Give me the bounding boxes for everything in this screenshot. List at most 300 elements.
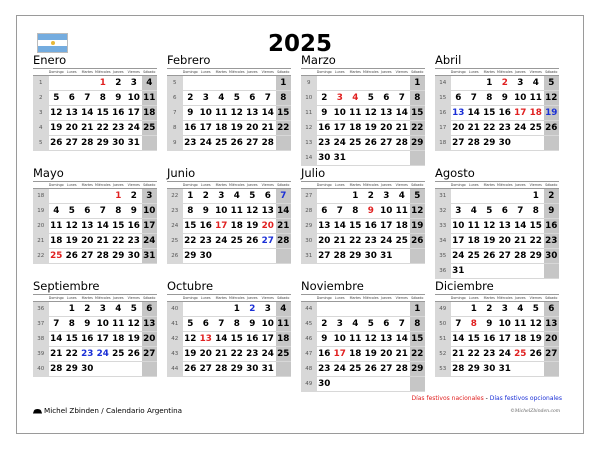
day-cell: 9 — [317, 332, 333, 347]
day-cell: 29 — [482, 136, 498, 151]
day-cell: 28 — [260, 136, 276, 151]
empty-day-cell — [348, 76, 364, 91]
week-number: 48 — [301, 362, 317, 377]
day-cell: 10 — [198, 106, 214, 121]
day-cell: 6 — [379, 91, 395, 106]
day-cell: 17 — [142, 219, 158, 234]
legend-separator: - — [483, 395, 490, 402]
empty-day-cell — [245, 249, 261, 264]
day-cell: 24 — [332, 362, 348, 377]
day-cell: 18 — [142, 106, 158, 121]
day-cell: 2 — [363, 189, 379, 204]
day-cell: 25 — [276, 347, 292, 362]
day-cell: 23 — [111, 121, 127, 136]
weekday-header: Miércoles — [363, 296, 379, 300]
day-cell: 14 — [260, 106, 276, 121]
empty-day-cell — [528, 136, 544, 151]
week-row — [435, 219, 559, 234]
day-cell: 23 — [245, 347, 261, 362]
day-cell: 22 — [229, 347, 245, 362]
weekday-header: Viernes — [529, 183, 542, 187]
day-cell: 8 — [410, 317, 426, 332]
month-grid — [301, 294, 425, 392]
day-cell: 31 — [126, 136, 142, 151]
week-number: 36 — [33, 302, 49, 317]
day-cell: 19 — [64, 234, 80, 249]
day-cell: 2 — [482, 302, 498, 317]
weekday-header: Lunes — [466, 69, 482, 76]
day-cell: 15 — [410, 332, 426, 347]
day-cell: 16 — [317, 347, 333, 362]
week-number: 10 — [301, 91, 317, 106]
day-cell: 13 — [142, 317, 158, 332]
day-cell: 28 — [451, 362, 467, 377]
day-cell: 30 — [245, 362, 261, 377]
day-cell: 29 — [111, 249, 127, 264]
day-cell: 11 — [348, 106, 364, 121]
week-row — [435, 106, 559, 121]
week-number: 6 — [167, 91, 183, 106]
day-cell: 20 — [198, 347, 214, 362]
weekday-header: Viernes — [529, 70, 542, 74]
day-cell: 3 — [332, 91, 348, 106]
day-cell: 9 — [198, 204, 214, 219]
day-cell: 3 — [332, 317, 348, 332]
day-cell: 25 — [466, 249, 482, 264]
empty-day-cell — [410, 249, 426, 264]
day-cell: 19 — [183, 347, 199, 362]
day-cell: 12 — [183, 332, 199, 347]
weekday-header: Miércoles — [95, 183, 111, 187]
day-cell: 8 — [482, 91, 498, 106]
day-cell: 11 — [528, 91, 544, 106]
month-name: Febrero — [167, 53, 211, 67]
day-cell: 26 — [64, 249, 80, 264]
weekday-header: Miércoles — [497, 183, 513, 187]
day-cell: 22 — [482, 121, 498, 136]
week-number: 1 — [33, 76, 49, 91]
empty-day-cell — [229, 249, 245, 264]
week-row — [435, 332, 559, 347]
weekday-header: Viernes — [261, 183, 274, 187]
day-cell: 3 — [513, 76, 529, 91]
week-number: 31 — [435, 189, 451, 204]
empty-day-cell — [394, 151, 410, 166]
week-number: 31 — [301, 249, 317, 264]
week-number: 33 — [435, 219, 451, 234]
month-4 — [33, 167, 157, 264]
day-cell: 1 — [95, 76, 111, 91]
day-cell: 17 — [379, 219, 395, 234]
day-cell: 17 — [126, 106, 142, 121]
day-cell: 18 — [466, 234, 482, 249]
week-row — [435, 362, 559, 377]
day-cell: 2 — [183, 91, 199, 106]
month-name: Abril — [435, 53, 462, 67]
week-row — [301, 121, 425, 136]
day-cell: 7 — [49, 317, 65, 332]
weekday-header: Lunes — [64, 69, 80, 76]
day-cell: 8 — [229, 317, 245, 332]
week-row — [435, 249, 559, 264]
week-number: 36 — [435, 264, 451, 279]
empty-day-cell — [379, 151, 395, 166]
day-cell: 9 — [363, 204, 379, 219]
day-cell: 24 — [95, 347, 111, 362]
day-cell: 11 — [466, 219, 482, 234]
day-cell: 5 — [410, 189, 426, 204]
weekday-header: Lunes — [64, 182, 80, 189]
day-cell: 8 — [111, 204, 127, 219]
day-cell: 28 — [394, 362, 410, 377]
week-header-blank — [301, 69, 317, 76]
day-cell: 27 — [260, 234, 276, 249]
week-number: 20 — [33, 219, 49, 234]
day-cell: 17 — [332, 121, 348, 136]
week-header-blank — [167, 182, 183, 189]
empty-day-cell — [95, 362, 111, 377]
empty-day-cell — [544, 136, 560, 151]
day-cell: 15 — [482, 106, 498, 121]
week-header-blank — [33, 295, 49, 302]
week-header-blank — [435, 182, 451, 189]
day-cell: 11 — [513, 317, 529, 332]
day-cell: 27 — [245, 136, 261, 151]
weekday-header: Jueves — [245, 69, 261, 76]
day-cell: 6 — [64, 91, 80, 106]
day-cell: 17 — [95, 332, 111, 347]
day-cell: 14 — [513, 219, 529, 234]
day-cell: 2 — [126, 189, 142, 204]
day-cell: 8 — [276, 91, 292, 106]
weekday-header: Miércoles — [95, 70, 111, 74]
day-cell: 19 — [363, 121, 379, 136]
empty-day-cell — [260, 76, 276, 91]
day-cell: 23 — [363, 234, 379, 249]
day-cell: 14 — [451, 332, 467, 347]
day-cell: 25 — [49, 249, 65, 264]
day-cell: 16 — [497, 106, 513, 121]
day-cell: 29 — [95, 136, 111, 151]
month-name: Marzo — [301, 53, 336, 67]
empty-day-cell — [379, 377, 395, 392]
day-cell: 31 — [332, 151, 348, 166]
day-cell: 17 — [332, 347, 348, 362]
empty-day-cell — [49, 302, 65, 317]
weekday-header: Sábado — [545, 296, 558, 300]
weekday-header: Miércoles — [229, 70, 245, 74]
empty-day-cell — [80, 76, 96, 91]
day-cell: 4 — [466, 204, 482, 219]
month-7 — [435, 167, 559, 279]
day-cell: 29 — [229, 362, 245, 377]
day-cell: 10 — [95, 317, 111, 332]
day-cell: 1 — [229, 302, 245, 317]
day-cell: 20 — [80, 234, 96, 249]
weekday-header: Domingo — [48, 183, 64, 187]
empty-day-cell — [276, 362, 292, 377]
day-cell: 14 — [394, 106, 410, 121]
week-number: 44 — [167, 362, 183, 377]
day-cell: 3 — [95, 302, 111, 317]
day-cell: 13 — [497, 219, 513, 234]
day-cell: 17 — [198, 121, 214, 136]
day-cell: 12 — [229, 106, 245, 121]
day-cell: 29 — [183, 249, 199, 264]
day-cell: 18 — [528, 106, 544, 121]
day-cell: 7 — [394, 91, 410, 106]
day-cell: 28 — [394, 136, 410, 151]
empty-day-cell — [245, 76, 261, 91]
empty-day-cell — [260, 249, 276, 264]
empty-day-cell — [49, 189, 65, 204]
weekday-header: Martes — [348, 295, 364, 302]
day-cell: 15 — [410, 106, 426, 121]
day-cell: 12 — [126, 317, 142, 332]
week-number: 4 — [33, 121, 49, 136]
week-row — [33, 317, 157, 332]
day-cell: 14 — [214, 332, 230, 347]
empty-day-cell — [451, 76, 467, 91]
site-credit: ©MichelZbinden.com — [510, 409, 560, 414]
day-cell: 27 — [142, 347, 158, 362]
day-cell: 5 — [64, 204, 80, 219]
day-cell: 13 — [245, 106, 261, 121]
day-cell: 27 — [544, 347, 560, 362]
month-grid — [33, 68, 157, 151]
week-row — [435, 302, 559, 317]
day-cell: 27 — [497, 249, 513, 264]
weekday-header: Miércoles — [229, 296, 245, 300]
empty-day-cell — [214, 249, 230, 264]
day-cell: 4 — [214, 91, 230, 106]
day-cell: 30 — [126, 249, 142, 264]
week-header-blank — [435, 69, 451, 76]
day-cell: 24 — [332, 136, 348, 151]
day-cell: 20 — [260, 219, 276, 234]
empty-day-cell — [410, 151, 426, 166]
weekday-header: Sábado — [143, 70, 156, 74]
week-number: 52 — [435, 347, 451, 362]
week-number: 2 — [33, 91, 49, 106]
weekday-header: Martes — [214, 182, 230, 189]
weekday-header: Miércoles — [497, 296, 513, 300]
day-cell: 9 — [126, 204, 142, 219]
day-cell: 5 — [183, 317, 199, 332]
week-row — [435, 76, 559, 91]
day-cell: 15 — [229, 332, 245, 347]
day-cell: 26 — [528, 347, 544, 362]
day-cell: 15 — [64, 332, 80, 347]
week-row — [33, 121, 157, 136]
month-2 — [301, 54, 425, 166]
day-cell: 14 — [49, 332, 65, 347]
week-row — [301, 302, 425, 317]
day-cell: 19 — [126, 332, 142, 347]
empty-day-cell — [276, 249, 292, 264]
weekday-header: Viernes — [261, 70, 274, 74]
weekday-header: Martes — [482, 295, 498, 302]
week-number: 37 — [33, 317, 49, 332]
empty-day-cell — [183, 76, 199, 91]
week-row — [301, 106, 425, 121]
day-cell: 14 — [276, 204, 292, 219]
empty-day-cell — [544, 264, 560, 279]
day-cell: 12 — [64, 219, 80, 234]
weekday-header: Lunes — [198, 295, 214, 302]
day-cell: 4 — [229, 189, 245, 204]
day-cell: 15 — [348, 219, 364, 234]
week-row — [167, 332, 291, 347]
weekday-header: Miércoles — [95, 296, 111, 300]
day-cell: 7 — [394, 317, 410, 332]
week-row — [167, 189, 291, 204]
month-grid — [435, 294, 559, 377]
empty-day-cell — [214, 302, 230, 317]
day-cell: 2 — [317, 91, 333, 106]
day-cell: 20 — [379, 121, 395, 136]
day-cell: 26 — [245, 234, 261, 249]
day-cell: 1 — [183, 189, 199, 204]
week-header-blank — [301, 182, 317, 189]
week-row — [167, 136, 291, 151]
day-cell: 29 — [64, 362, 80, 377]
day-cell: 6 — [142, 302, 158, 317]
week-row — [33, 204, 157, 219]
weekday-header: Domingo — [450, 70, 466, 74]
weekday-header: Domingo — [450, 296, 466, 300]
day-cell: 20 — [379, 347, 395, 362]
weekday-header: Miércoles — [497, 70, 513, 74]
day-cell: 20 — [64, 121, 80, 136]
day-cell: 6 — [451, 91, 467, 106]
empty-day-cell — [482, 264, 498, 279]
day-cell: 28 — [332, 249, 348, 264]
weekday-header: Sábado — [143, 296, 156, 300]
day-cell: 7 — [95, 204, 111, 219]
day-cell: 11 — [142, 91, 158, 106]
day-cell: 7 — [513, 204, 529, 219]
empty-day-cell — [198, 302, 214, 317]
day-cell: 28 — [95, 249, 111, 264]
day-cell: 27 — [198, 362, 214, 377]
weekday-header: Miércoles — [363, 70, 379, 74]
weekday-header: Jueves — [513, 295, 529, 302]
day-cell: 5 — [245, 189, 261, 204]
day-cell: 18 — [348, 121, 364, 136]
day-cell: 30 — [363, 249, 379, 264]
day-cell: 30 — [317, 377, 333, 392]
day-cell: 12 — [49, 106, 65, 121]
day-cell: 16 — [317, 121, 333, 136]
day-cell: 21 — [394, 121, 410, 136]
weekday-header: Martes — [482, 69, 498, 76]
day-cell: 31 — [260, 362, 276, 377]
empty-day-cell — [497, 189, 513, 204]
day-cell: 15 — [111, 219, 127, 234]
week-number: 5 — [33, 136, 49, 151]
weekday-header: Sábado — [277, 70, 290, 74]
weekday-header: Domingo — [316, 296, 332, 300]
day-cell: 18 — [276, 332, 292, 347]
weekday-header: Sábado — [545, 183, 558, 187]
day-cell: 14 — [80, 106, 96, 121]
empty-day-cell — [80, 189, 96, 204]
day-cell: 14 — [332, 219, 348, 234]
day-cell: 12 — [482, 219, 498, 234]
weekday-header: Martes — [80, 295, 96, 302]
week-row — [435, 317, 559, 332]
weekday-header: Lunes — [332, 182, 348, 189]
day-cell: 12 — [528, 317, 544, 332]
week-row — [435, 347, 559, 362]
empty-day-cell — [363, 377, 379, 392]
week-number: 11 — [301, 106, 317, 121]
empty-day-cell — [183, 302, 199, 317]
day-cell: 26 — [363, 136, 379, 151]
week-row — [167, 204, 291, 219]
week-header-blank — [167, 69, 183, 76]
week-row — [167, 362, 291, 377]
week-row — [33, 234, 157, 249]
empty-day-cell — [332, 189, 348, 204]
week-number: 38 — [33, 332, 49, 347]
month-grid — [435, 68, 559, 151]
week-number: 49 — [435, 302, 451, 317]
day-cell: 31 — [451, 264, 467, 279]
month-grid — [167, 68, 291, 151]
empty-day-cell — [513, 264, 529, 279]
day-cell: 1 — [410, 302, 426, 317]
day-cell: 1 — [64, 302, 80, 317]
week-number: 46 — [301, 332, 317, 347]
day-cell: 22 — [95, 121, 111, 136]
day-cell: 21 — [451, 347, 467, 362]
day-cell: 22 — [348, 234, 364, 249]
week-row — [435, 189, 559, 204]
day-cell: 31 — [142, 249, 158, 264]
week-row — [33, 302, 157, 317]
day-cell: 8 — [466, 317, 482, 332]
week-row — [435, 234, 559, 249]
day-cell: 12 — [410, 204, 426, 219]
weekday-header: Sábado — [143, 183, 156, 187]
day-cell: 17 — [260, 332, 276, 347]
empty-day-cell — [528, 362, 544, 377]
week-number: 13 — [301, 136, 317, 151]
empty-day-cell — [394, 76, 410, 91]
week-row — [301, 219, 425, 234]
day-cell: 16 — [126, 219, 142, 234]
empty-day-cell — [513, 136, 529, 151]
week-header-blank — [435, 295, 451, 302]
week-header-blank — [167, 295, 183, 302]
day-cell: 22 — [410, 121, 426, 136]
week-number: 40 — [167, 302, 183, 317]
week-row — [167, 234, 291, 249]
month-name: Mayo — [33, 166, 64, 180]
week-number: 43 — [167, 347, 183, 362]
day-cell: 3 — [214, 189, 230, 204]
week-number: 12 — [301, 121, 317, 136]
week-row — [167, 76, 291, 91]
week-row — [301, 377, 425, 392]
day-cell: 3 — [126, 76, 142, 91]
day-cell: 23 — [497, 121, 513, 136]
week-number: 8 — [167, 121, 183, 136]
week-row — [301, 189, 425, 204]
day-cell: 4 — [348, 317, 364, 332]
